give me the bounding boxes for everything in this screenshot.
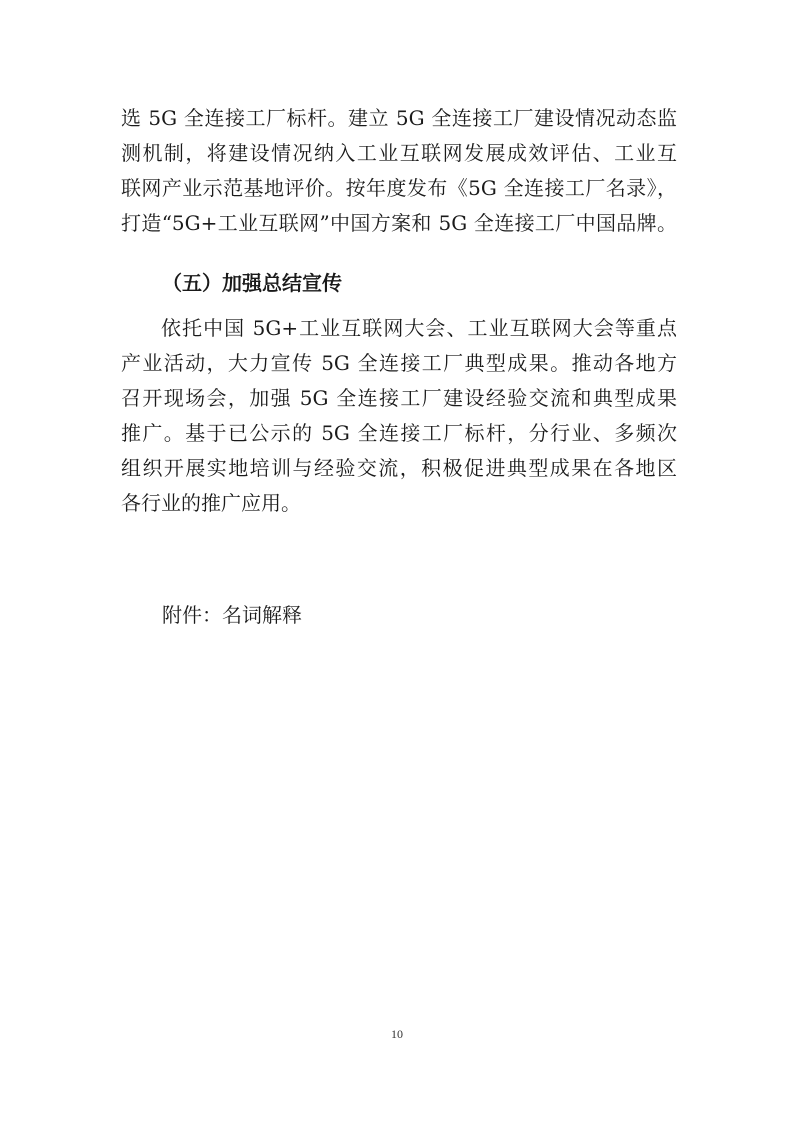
text-line: 产业活动，大力宣传 5G 全连接工厂典型成果。推动各地方 xyxy=(121,351,677,375)
page-number: 10 xyxy=(391,1027,403,1041)
text-line: 测机制，将建设情况纳入工业互联网发展成效评估、工业互 xyxy=(121,141,677,165)
text-line: 召开现场会，加强 5G 全连接工厂建设经验交流和典型成果 xyxy=(121,386,677,410)
text-line: 选 5G 全连接工厂标杆。建立 5G 全连接工厂建设情况动态监 xyxy=(121,106,677,130)
text-line: 联网产业示范基地评价。按年度发布《5G 全连接工厂名录》， xyxy=(121,176,677,200)
text-line: 各行业的推广应用。 xyxy=(121,491,301,515)
paragraph-continuation xyxy=(121,101,677,241)
text-line: 依托中国 5G+工业互联网大会、工业互联网大会等重点 xyxy=(161,316,677,340)
text-line: 组织开展实地培训与经验交流，积极促进典型成果在各地区 xyxy=(121,456,677,480)
attachment-note: 附件：名词解释 xyxy=(162,603,302,627)
section-heading: （五）加强总结宣传 xyxy=(162,271,342,295)
paragraph-promotion xyxy=(121,311,677,521)
text-line: 推广。基于已公示的 5G 全连接工厂标杆，分行业、多频次 xyxy=(121,421,677,445)
text-line: 打造“5G+工业互联网”中国方案和 5G 全连接工厂中国品牌。 xyxy=(121,211,677,235)
